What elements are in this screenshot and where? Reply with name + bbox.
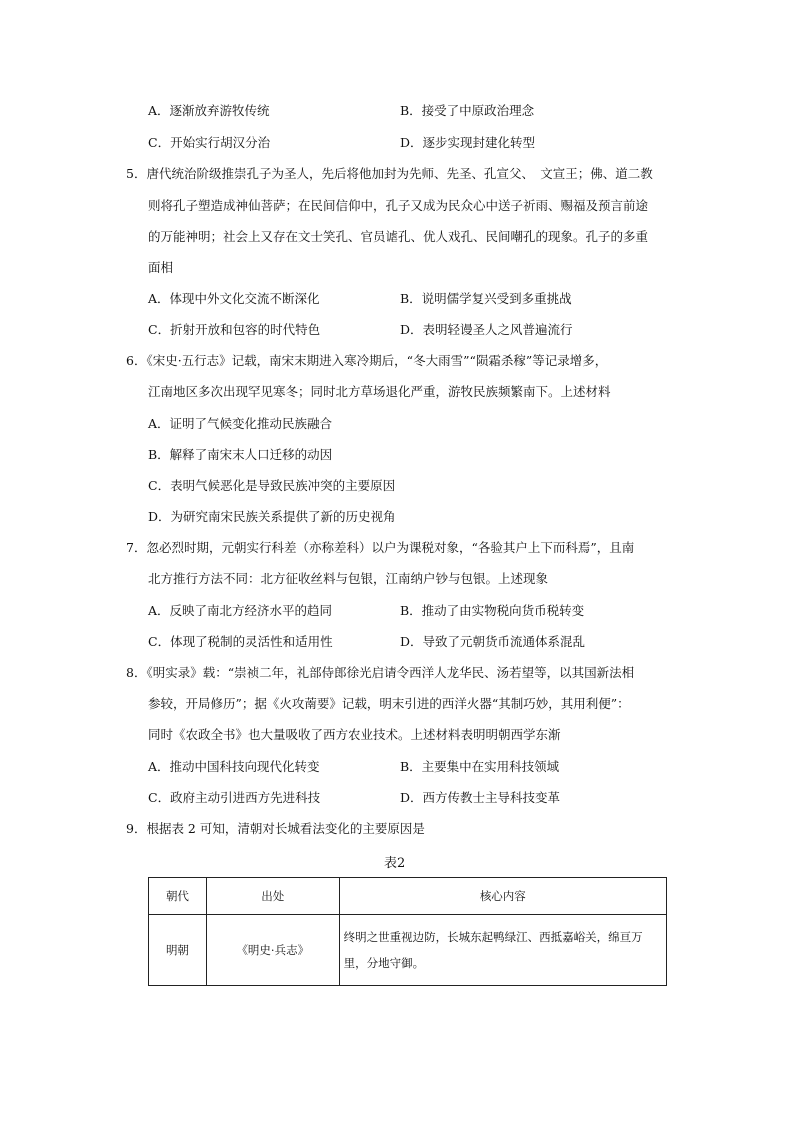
dynasty-table bbox=[148, 877, 667, 986]
q7-option-c: C．体现了税制的灵活性和适用性 bbox=[148, 634, 333, 649]
q8-stem-line: 8．《明实录》载：“崇祯二年，礼部侍郎徐光启请令西洋人龙华民、汤若望等，以其国新法相 bbox=[126, 665, 635, 680]
q5-stem-line: 5．唐代统治阶级推崇孔子为圣人，先后将他加封为先师、先圣、孔宣父、 文宣王；佛、道二教 bbox=[126, 166, 653, 181]
q4-option-c: C．开始实行胡汉分治 bbox=[148, 135, 271, 150]
q8-option-a: A．推动中国科技向现代化转变 bbox=[148, 759, 320, 774]
q9-stem-line: 9．根据表 2 可知，清朝对长城看法变化的主要原因是 bbox=[126, 821, 425, 836]
q6-option-a: A．证明了气候变化推动民族融合 bbox=[148, 416, 333, 431]
q5-stem-line: 的万能神明；社会上又存在文士笑孔、官员谑孔、优人戏孔、民间嘲孔的现象。孔子的多重 bbox=[148, 229, 649, 244]
q4-option-d: D．逐步实现封建化转型 bbox=[400, 135, 536, 150]
table-caption: 表2 bbox=[384, 856, 406, 871]
q8-option-d: D．西方传教士主导科技变革 bbox=[400, 790, 561, 805]
header-dynasty: 朝代 bbox=[149, 878, 207, 915]
table-row bbox=[149, 915, 667, 986]
q6-stem-line: 江南地区多次出现罕见寒冬；同时北方草场退化严重，游牧民族频繁南下。上述材料 bbox=[148, 384, 611, 399]
q6-option-c: C．表明气候恶化是导致民族冲突的主要原因 bbox=[148, 478, 396, 493]
q6-option-d: D．为研究南宋民族关系提供了新的历史视角 bbox=[148, 509, 396, 524]
q8-option-b: B．主要集中在实用科技领域 bbox=[400, 759, 560, 774]
header-source: 出处 bbox=[206, 878, 339, 915]
table-header-row bbox=[149, 878, 667, 915]
q7-option-b: B．推动了由实物税向货币税转变 bbox=[400, 603, 585, 618]
q6-stem-line: 6．《宋史·五行志》记载，南宋末期进入寒冷期后，“冬大雨雪”“陨霜杀稼”等记录增多， bbox=[126, 353, 608, 368]
q5-option-c: C．折射开放和包容的时代特色 bbox=[148, 322, 321, 337]
q4-option-a: A．逐渐放弃游牧传统 bbox=[148, 103, 270, 118]
q8-option-c: C．政府主动引进西方先进科技 bbox=[148, 790, 321, 805]
q7-stem-line: 7．忽必烈时期，元朝实行科差（亦称差科）以户为课税对象，“各验其户上下而科焉”，且南 bbox=[126, 540, 635, 555]
q7-stem-line: 北方推行方法不同：北方征收丝料与包银，江南纳户钞与包银。上述现象 bbox=[148, 571, 549, 586]
q8-stem-line: 同时《农政全书》也大量吸收了西方农业技术。上述材料表明明朝西学东渐 bbox=[148, 727, 561, 742]
cell-source: 《明史·兵志》 bbox=[206, 915, 339, 986]
cell-content: 终明之世重视边防，长城东起鸭绿江、西抵嘉峪关，绵亘万里，分地守御。 bbox=[339, 915, 666, 986]
q4-option-b: B．接受了中原政治理念 bbox=[400, 103, 535, 118]
header-content: 核心内容 bbox=[339, 878, 666, 915]
q5-option-d: D．表明轻谩圣人之风普遍流行 bbox=[400, 322, 573, 337]
q7-option-d: D．导致了元朝货币流通体系混乱 bbox=[400, 634, 586, 649]
q7-option-a: A．反映了南北方经济水平的趋同 bbox=[148, 603, 333, 618]
q5-option-a: A．体现中外文化交流不断深化 bbox=[148, 291, 320, 306]
cell-dynasty: 明朝 bbox=[149, 915, 207, 986]
q6-option-b: B．解释了南宋末人口迁移的动因 bbox=[148, 447, 333, 462]
q5-option-b: B．说明儒学复兴受到多重挑战 bbox=[400, 291, 572, 306]
q5-stem-line: 面相 bbox=[148, 260, 174, 275]
q5-stem-line: 则将孔子塑造成神仙菩萨；在民间信仰中，孔子又成为民众心中送子祈雨、赐福及预言前途 bbox=[148, 198, 649, 213]
q8-stem-line: 参较，开局修历”；据《火攻萳要》记载，明末引进的西洋火器“其制巧妙，其用利便”： bbox=[148, 696, 630, 711]
